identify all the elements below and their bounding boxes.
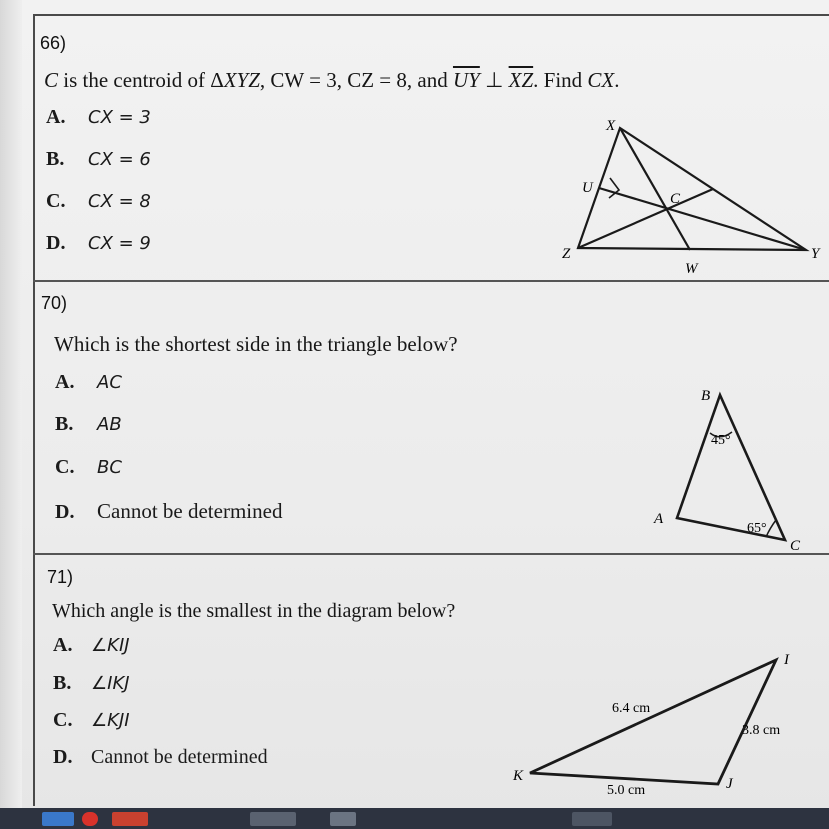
perpendicular-symbol: ⊥ (479, 68, 509, 92)
prompt-fragment: . Find (533, 68, 588, 92)
side-label-ij: 3.8 cm (742, 723, 781, 738)
choice-text: BC (97, 457, 122, 478)
question-prompt: Which is the shortest side in the triangle below? (54, 332, 458, 356)
choice-letter: A. (53, 634, 73, 656)
choice-letter: D. (55, 501, 75, 523)
choice-letter: C. (46, 190, 66, 212)
vertex-label-i: I (784, 652, 789, 668)
vertex-label-a: A (654, 511, 664, 527)
vertex-label-x: X (606, 118, 616, 134)
prompt-fragment: . (614, 68, 620, 92)
point-label-w: W (685, 261, 698, 277)
vertex-label-j: J (726, 776, 733, 792)
vertex-label-z: Z (562, 246, 571, 262)
choice-text: AB (97, 414, 122, 435)
point-label-c: C (670, 191, 681, 207)
question-number: 66) (40, 33, 67, 53)
app-icon[interactable] (330, 812, 356, 826)
mail-app-icon[interactable] (42, 812, 74, 826)
side-label-kj: 5.0 cm (607, 783, 646, 798)
notification-badge-icon[interactable] (82, 812, 98, 826)
choice-text: ∠IKJ (91, 673, 130, 694)
choice-letter: D. (53, 746, 73, 768)
prompt-fragment: C (44, 68, 59, 92)
vertex-label-y: Y (811, 246, 820, 262)
segment-uy: $\overline{UY}$ (452, 68, 480, 92)
side-label-ki: 6.4 cm (612, 701, 651, 716)
vertex-label-b: B (701, 388, 711, 404)
choice-letter: A. (55, 371, 75, 393)
choice-text: CX = 6 (88, 149, 151, 170)
choice-text: CX = 3 (88, 107, 151, 128)
choice-text: ∠KIJ (91, 635, 130, 656)
prompt-fragment: CX (587, 68, 615, 92)
prompt-fragment: is the centroid of Δ (58, 68, 224, 92)
vertex-label-c: C (790, 538, 801, 554)
triangle-kij (530, 660, 776, 784)
choice-letter: C. (55, 456, 75, 478)
choice-letter: B. (55, 413, 74, 435)
choice-letter: C. (53, 709, 73, 731)
angle-label-c: 65° (747, 521, 767, 536)
question-number: 70) (41, 293, 68, 313)
choice-letter: B. (46, 148, 65, 170)
point-label-u: U (582, 180, 593, 196)
choice-text: CX = 9 (88, 233, 151, 254)
choice-text: Cannot be determined (91, 746, 268, 768)
angle-label-b: 45° (711, 433, 731, 448)
calendar-app-icon[interactable] (112, 812, 148, 826)
vertex-label-k: K (513, 768, 524, 784)
choice-letter: B. (53, 672, 72, 694)
segment-xz: $\overline{XZ}$ (508, 68, 534, 92)
choice-text: ∠KJI (91, 710, 130, 731)
question-number: 71) (47, 567, 74, 587)
choice-text: Cannot be determined (97, 499, 283, 523)
choice-letter: A. (46, 106, 66, 128)
app-icon[interactable] (250, 812, 296, 826)
choice-text: CX = 8 (88, 191, 151, 212)
prompt-fragment: XYZ (223, 68, 260, 92)
app-icon[interactable] (572, 812, 612, 826)
choice-letter: D. (46, 232, 66, 254)
question-prompt: Which angle is the smallest in the diagram below? (52, 600, 456, 622)
choice-text: AC (97, 372, 122, 393)
prompt-fragment: , CW = 3, CZ = 8, and (259, 68, 453, 92)
